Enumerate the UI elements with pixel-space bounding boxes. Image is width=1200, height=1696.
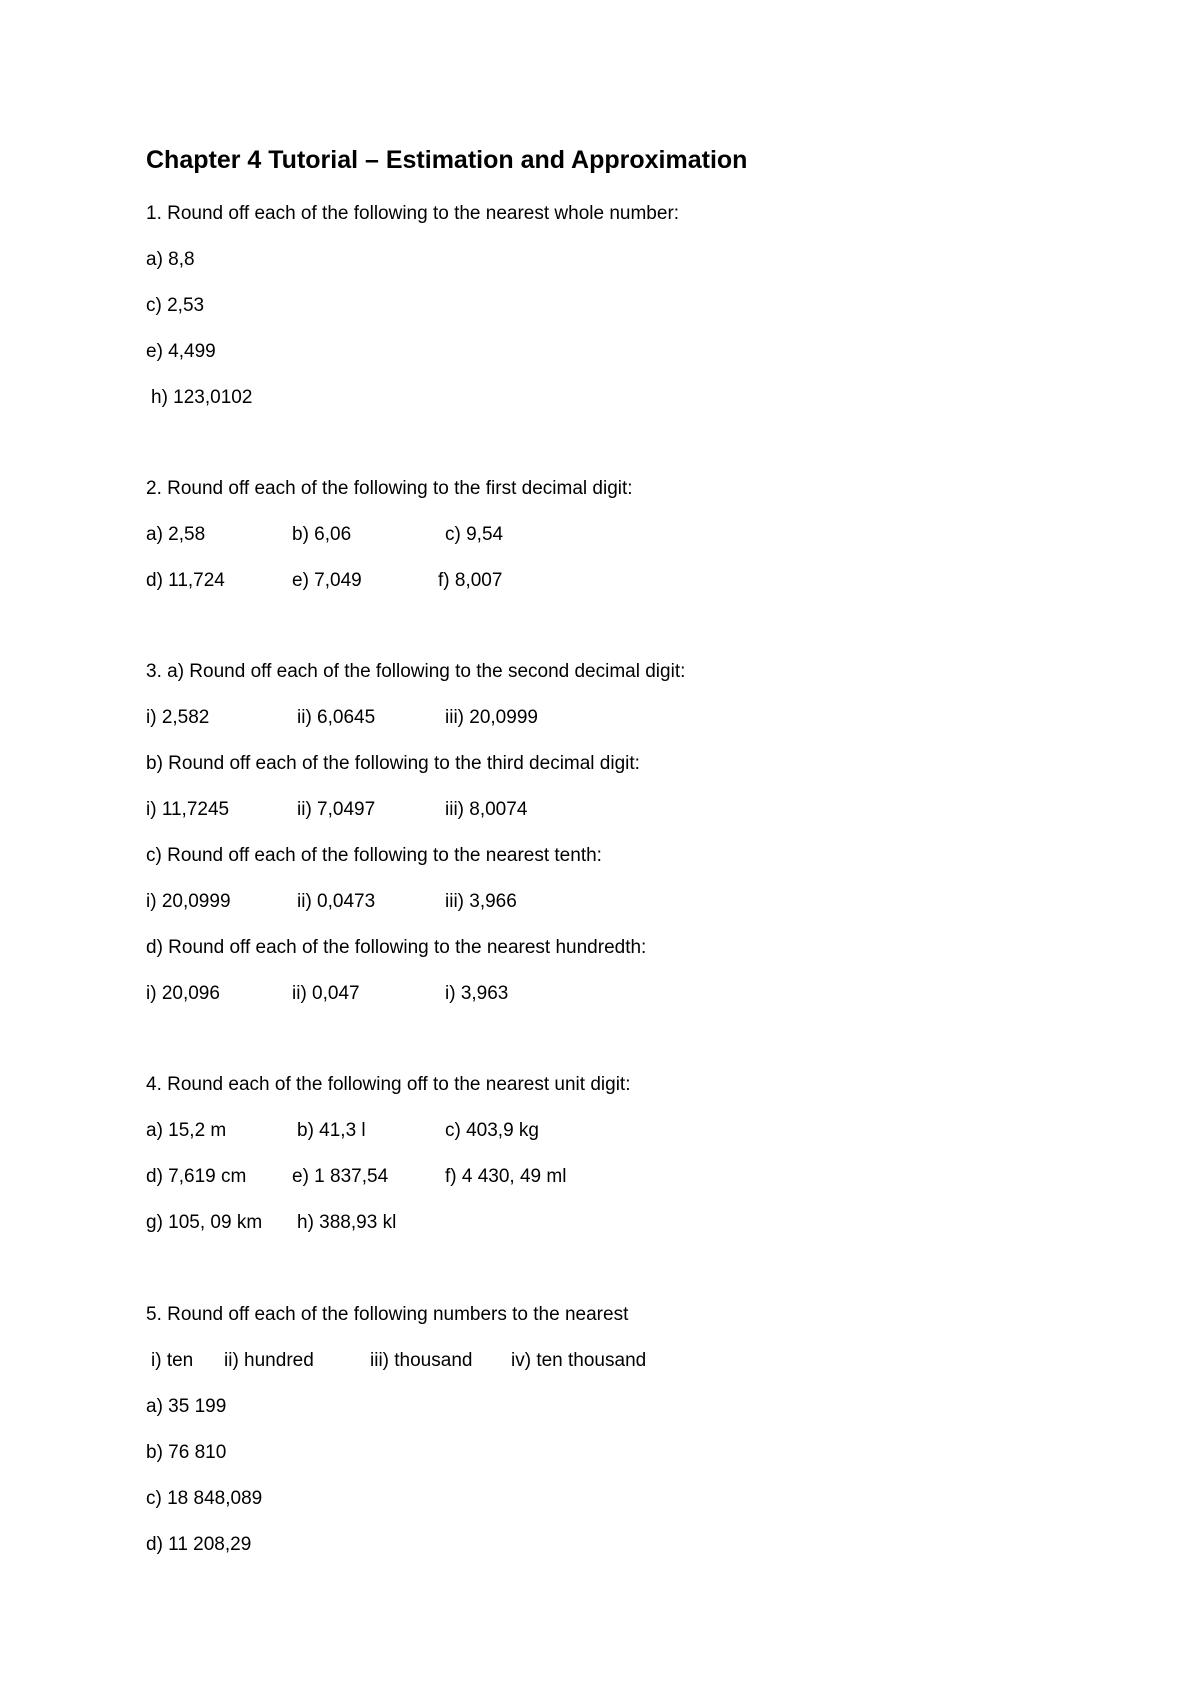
question-4-item: h) 388,93 kl [297, 1212, 397, 1233]
page-title: Chapter 4 Tutorial – Estimation and Approximation [146, 146, 748, 174]
question-2-item: a) 2,58 [146, 524, 206, 545]
question-4-item: f) 4 430, 49 ml [445, 1166, 567, 1187]
question-4-item: b) 41,3 l [297, 1120, 366, 1141]
question-1-item: c) 2,53 [146, 295, 205, 316]
question-3b-item: ii) 7,0497 [297, 799, 376, 820]
question-3b-item: i) 11,7245 [146, 799, 230, 820]
question-2-item: c) 9,54 [445, 524, 504, 545]
question-5-unit: iii) thousand [370, 1350, 473, 1371]
question-3a-item: i) 2,582 [146, 707, 210, 728]
question-3c-item: ii) 0,0473 [297, 891, 376, 912]
question-5-item: b) 76 810 [146, 1442, 227, 1463]
question-3d-item: i) 3,963 [445, 983, 509, 1004]
question-3a-item: ii) 6,0645 [297, 707, 376, 728]
question-1-prompt: 1. Round off each of the following to the nearest whole number: [146, 203, 680, 224]
question-3c-prompt: c) Round off each of the following to the nearest tenth: [146, 845, 602, 866]
question-4-item: d) 7,619 cm [146, 1166, 247, 1187]
question-3d-item: ii) 0,047 [292, 983, 360, 1004]
question-3b-item: iii) 8,0074 [445, 799, 528, 820]
question-4-item: c) 403,9 kg [445, 1120, 539, 1141]
question-2-item: e) 7,049 [292, 570, 362, 591]
question-2-prompt: 2. Round off each of the following to the first decimal digit: [146, 478, 633, 499]
question-2-item: f) 8,007 [438, 570, 503, 591]
question-5-unit: ii) hundred [224, 1350, 314, 1371]
question-3a-item: iii) 20,0999 [445, 707, 538, 728]
question-4-item: g) 105, 09 km [146, 1212, 263, 1233]
question-3c-item: iii) 3,966 [445, 891, 517, 912]
question-4-prompt: 4. Round each of the following off to the nearest unit digit: [146, 1074, 631, 1095]
question-5-item: a) 35 199 [146, 1396, 227, 1417]
question-3a-prompt: 3. a) Round off each of the following to the second decimal digit: [146, 661, 686, 682]
question-5-item: c) 18 848,089 [146, 1488, 263, 1509]
question-3b-prompt: b) Round off each of the following to the third decimal digit: [146, 753, 640, 774]
question-1-item: e) 4,499 [146, 341, 216, 362]
question-3d-prompt: d) Round off each of the following to the nearest hundredth: [146, 937, 647, 958]
question-1-item: a) 8,8 [146, 249, 195, 270]
question-5-unit: iv) ten thousand [511, 1350, 647, 1371]
question-5-item: d) 11 208,29 [146, 1534, 252, 1555]
question-3d-item: i) 20,096 [146, 983, 220, 1004]
question-4-item: e) 1 837,54 [292, 1166, 389, 1187]
question-2-item: d) 11,724 [146, 570, 225, 591]
question-2-item: b) 6,06 [292, 524, 352, 545]
question-5-prompt: 5. Round off each of the following numbers to the nearest [146, 1304, 629, 1325]
question-5-unit: i) ten [151, 1350, 194, 1371]
question-1-item: h) 123,0102 [151, 387, 253, 408]
question-3c-item: i) 20,0999 [146, 891, 231, 912]
question-4-item: a) 15,2 m [146, 1120, 227, 1141]
